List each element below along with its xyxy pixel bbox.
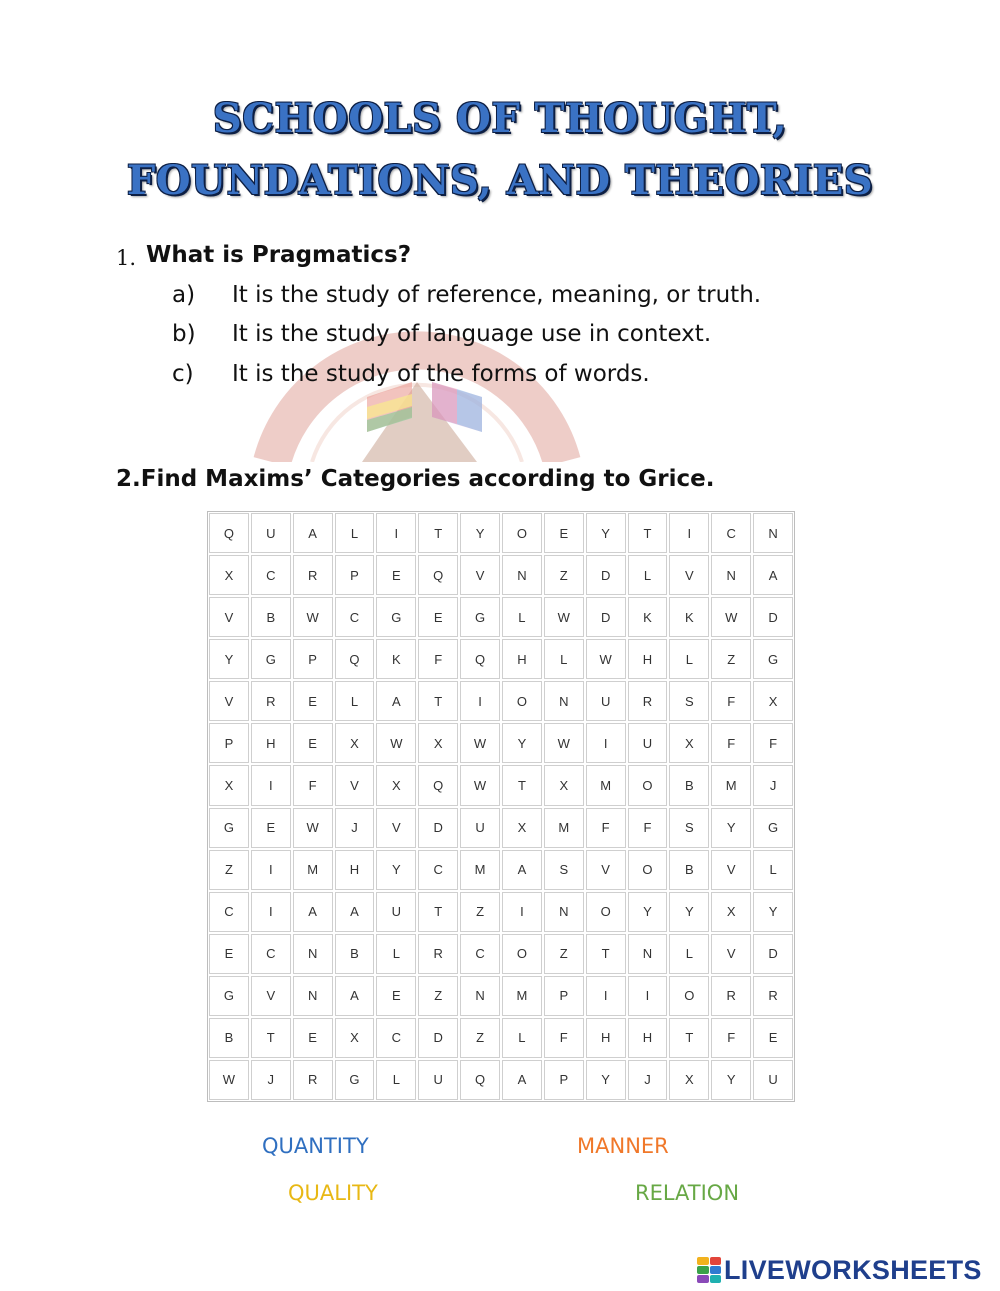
grid-cell[interactable]: E [293,681,333,721]
grid-cell[interactable]: O [502,513,542,553]
grid-cell[interactable]: F [418,639,458,679]
grid-cell[interactable]: R [251,681,291,721]
word-quality: QUALITY [288,1181,378,1205]
option-letter: b) [172,321,196,347]
grid-cell[interactable]: V [251,976,291,1016]
grid-cell[interactable]: E [544,513,584,553]
grid-cell[interactable]: W [544,597,584,637]
grid-cell[interactable]: Y [669,892,709,932]
grid-cell[interactable]: I [251,892,291,932]
grid-cell[interactable]: V [209,597,249,637]
grid-cell[interactable]: T [418,892,458,932]
grid-cell[interactable]: S [669,681,709,721]
grid-cell[interactable]: X [209,555,249,595]
grid-cell[interactable]: R [293,555,333,595]
grid-cell[interactable]: D [586,597,626,637]
grid-cell[interactable]: Z [544,934,584,974]
grid-cell[interactable]: X [418,723,458,763]
grid-cell[interactable]: O [669,976,709,1016]
grid-cell[interactable]: L [502,597,542,637]
grid-cell[interactable]: Q [335,639,375,679]
grid-cell[interactable]: K [628,597,668,637]
grid-cell[interactable]: W [209,1060,249,1100]
grid-cell[interactable]: B [669,765,709,805]
grid-cell[interactable]: W [711,597,751,637]
grid-cell[interactable]: H [502,639,542,679]
grid-cell[interactable]: T [418,513,458,553]
grid-cell[interactable]: G [376,597,416,637]
grid-cell[interactable]: V [711,850,751,890]
grid-cell[interactable]: V [376,808,416,848]
grid-cell[interactable]: L [502,1018,542,1058]
grid-cell[interactable]: D [586,555,626,595]
grid-cell[interactable]: T [586,934,626,974]
grid-cell[interactable]: N [293,934,333,974]
grid-cell[interactable]: F [711,1018,751,1058]
grid-cell[interactable]: S [669,808,709,848]
grid-cell[interactable]: N [293,976,333,1016]
grid-cell[interactable]: Y [586,513,626,553]
title-line-1: SCHOOLS OF THOUGHT, [212,95,788,142]
grid-cell[interactable]: G [753,639,793,679]
grid-cell[interactable]: J [628,1060,668,1100]
grid-cell[interactable]: Y [209,639,249,679]
grid-cell[interactable]: F [711,723,751,763]
grid-cell[interactable]: Z [209,850,249,890]
grid-cell[interactable]: O [502,681,542,721]
option-b[interactable] [172,321,711,347]
grid-cell[interactable]: H [335,850,375,890]
grid-cell[interactable]: O [628,850,668,890]
grid-cell[interactable]: V [669,555,709,595]
grid-cell[interactable]: V [586,850,626,890]
grid-cell[interactable]: Y [628,892,668,932]
grid-cell[interactable]: I [376,513,416,553]
grid-cell[interactable]: P [544,976,584,1016]
grid-cell[interactable]: I [628,976,668,1016]
grid-cell[interactable]: W [460,723,500,763]
grid-cell[interactable]: L [669,934,709,974]
grid-cell[interactable]: O [628,765,668,805]
grid-cell[interactable]: J [251,1060,291,1100]
grid-cell[interactable]: E [753,1018,793,1058]
grid-cell[interactable]: Z [460,892,500,932]
grid-cell[interactable]: Y [753,892,793,932]
grid-cell[interactable]: B [335,934,375,974]
grid-cell[interactable]: I [502,892,542,932]
grid-cell[interactable]: J [335,808,375,848]
grid-cell[interactable]: E [209,934,249,974]
grid-cell[interactable]: C [335,597,375,637]
grid-cell[interactable]: C [251,934,291,974]
grid-cell[interactable]: X [544,765,584,805]
grid-cell[interactable]: Y [711,808,751,848]
grid-cell[interactable]: B [209,1018,249,1058]
option-text: It is the study of language use in context. [232,321,712,347]
grid-cell[interactable]: K [669,597,709,637]
grid-cell[interactable]: N [711,555,751,595]
grid-cell[interactable]: W [293,808,333,848]
grid-cell[interactable]: N [544,681,584,721]
grid-cell[interactable]: C [209,892,249,932]
grid-cell[interactable]: M [502,976,542,1016]
grid-cell[interactable]: M [711,765,751,805]
grid-cell[interactable]: L [376,1060,416,1100]
grid-cell[interactable]: P [335,555,375,595]
grid-cell[interactable]: R [418,934,458,974]
grid-cell[interactable]: X [669,1060,709,1100]
grid-cell[interactable]: C [460,934,500,974]
grid-cell[interactable]: A [293,892,333,932]
grid-cell[interactable]: B [251,597,291,637]
grid-cell[interactable]: J [753,765,793,805]
grid-cell[interactable]: N [544,892,584,932]
grid-cell[interactable]: D [753,934,793,974]
grid-cell[interactable]: G [335,1060,375,1100]
grid-cell[interactable]: X [753,681,793,721]
grid-cell[interactable]: U [251,513,291,553]
grid-cell[interactable]: X [669,723,709,763]
word-search-grid[interactable] [207,511,795,1102]
option-text: It is the study of reference, meaning, or truth. [232,282,762,308]
worksheet-title [0,88,1000,212]
grid-cell[interactable]: V [460,555,500,595]
grid-cell[interactable]: R [628,681,668,721]
grid-cell[interactable]: X [209,765,249,805]
grid-cell[interactable]: E [293,1018,333,1058]
grid-cell[interactable]: O [502,934,542,974]
grid-cell[interactable]: N [628,934,668,974]
grid-cell[interactable]: Z [711,639,751,679]
grid-cell[interactable]: Q [209,513,249,553]
grid-cell[interactable]: Q [460,1060,500,1100]
grid-cell[interactable]: G [209,808,249,848]
grid-cell[interactable]: M [544,808,584,848]
grid-cell[interactable]: D [418,808,458,848]
grid-cell[interactable]: V [209,681,249,721]
grid-cell[interactable]: A [335,892,375,932]
question-1-text: What is Pragmatics? [146,242,412,268]
grid-cell[interactable]: C [418,850,458,890]
grid-cell[interactable]: T [418,681,458,721]
grid-cell[interactable]: W [376,723,416,763]
grid-cell[interactable]: Y [711,1060,751,1100]
grid-cell[interactable]: F [544,1018,584,1058]
grid-cell[interactable]: P [209,723,249,763]
grid-cell[interactable]: V [335,765,375,805]
grid-cell[interactable]: Q [460,639,500,679]
grid-cell[interactable]: X [376,765,416,805]
grid-cell[interactable]: I [669,513,709,553]
grid-cell[interactable]: Q [418,765,458,805]
grid-cell[interactable]: L [753,850,793,890]
grid-cell[interactable]: R [753,976,793,1016]
logo-blocks-icon [697,1257,721,1283]
grid-cell[interactable]: N [502,555,542,595]
grid-cell[interactable]: I [586,976,626,1016]
grid-cell[interactable]: H [628,639,668,679]
grid-cell[interactable]: U [628,723,668,763]
grid-cell[interactable]: U [418,1060,458,1100]
grid-cell[interactable]: G [209,976,249,1016]
grid-cell[interactable]: N [460,976,500,1016]
grid-cell[interactable]: U [376,892,416,932]
grid-cell[interactable]: L [335,513,375,553]
grid-cell[interactable]: X [502,808,542,848]
grid-cell[interactable]: H [251,723,291,763]
option-c[interactable] [172,361,650,387]
grid-cell[interactable]: G [753,808,793,848]
grid-cell[interactable]: H [586,1018,626,1058]
grid-cell[interactable]: Y [376,850,416,890]
grid-cell[interactable]: T [628,513,668,553]
grid-cell[interactable]: D [418,1018,458,1058]
word-manner: MANNER [577,1134,669,1158]
grid-cell[interactable]: W [586,639,626,679]
grid-cell[interactable]: L [628,555,668,595]
grid-cell[interactable]: G [460,597,500,637]
grid-cell[interactable]: W [293,597,333,637]
grid-cell[interactable]: S [544,850,584,890]
grid-cell[interactable]: T [251,1018,291,1058]
grid-cell[interactable]: E [376,555,416,595]
grid-cell[interactable]: P [293,639,333,679]
grid-cell[interactable]: C [711,513,751,553]
grid-cell[interactable]: A [502,850,542,890]
grid-cell[interactable]: C [376,1018,416,1058]
grid-cell[interactable]: X [335,1018,375,1058]
grid-cell[interactable]: Q [418,555,458,595]
grid-cell[interactable]: R [711,976,751,1016]
grid-cell[interactable]: L [544,639,584,679]
grid-cell[interactable]: H [628,1018,668,1058]
grid-cell[interactable]: E [418,597,458,637]
grid-cell[interactable]: A [502,1060,542,1100]
grid-cell[interactable]: U [753,1060,793,1100]
grid-cell[interactable]: K [376,639,416,679]
grid-cell[interactable]: E [293,723,333,763]
grid-cell[interactable]: U [586,681,626,721]
grid-cell[interactable]: E [251,808,291,848]
grid-cell[interactable]: Z [544,555,584,595]
grid-cell[interactable]: Z [460,1018,500,1058]
grid-cell[interactable]: O [586,892,626,932]
grid-cell[interactable]: Y [460,513,500,553]
grid-cell[interactable]: V [711,934,751,974]
grid-cell[interactable]: R [293,1060,333,1100]
grid-cell[interactable]: P [544,1060,584,1100]
grid-cell[interactable]: T [669,1018,709,1058]
grid-cell[interactable]: L [669,639,709,679]
grid-cell[interactable]: I [460,681,500,721]
grid-cell[interactable]: D [753,597,793,637]
grid-cell[interactable]: L [335,681,375,721]
grid-cell[interactable]: T [502,765,542,805]
grid-cell[interactable]: F [753,723,793,763]
grid-cell[interactable]: F [293,765,333,805]
grid-cell[interactable]: A [376,681,416,721]
grid-cell[interactable]: N [753,513,793,553]
grid-cell[interactable]: X [335,723,375,763]
grid-cell[interactable]: C [251,555,291,595]
grid-cell[interactable]: G [251,639,291,679]
grid-cell[interactable]: F [628,808,668,848]
grid-cell[interactable]: B [669,850,709,890]
grid-cell[interactable]: F [711,681,751,721]
option-letter: a) [172,282,196,308]
title-line-2: FOUNDATIONS, AND THEORIES [126,157,874,204]
option-text: It is the study of the forms of words. [232,361,650,387]
grid-cell[interactable]: L [376,934,416,974]
grid-cell[interactable]: I [251,765,291,805]
question-1-number: 1. [116,246,137,270]
grid-cell[interactable]: M [293,850,333,890]
grid-cell[interactable]: E [376,976,416,1016]
question-2-text: 2.Find Maxims’ Categories according to Grice. [116,466,715,492]
grid-cell[interactable]: Y [502,723,542,763]
grid-cell[interactable]: U [460,808,500,848]
grid-cell[interactable]: W [544,723,584,763]
grid-cell[interactable]: A [335,976,375,1016]
grid-cell[interactable]: M [460,850,500,890]
grid-cell[interactable]: Z [418,976,458,1016]
word-quantity: QUANTITY [262,1134,369,1158]
grid-cell[interactable]: F [586,808,626,848]
word-relation: RELATION [635,1181,740,1205]
option-letter: c) [172,361,194,387]
brand-name: LIVEWORKSHEETS [724,1254,982,1285]
liveworksheets-logo [697,1253,982,1287]
grid-cell[interactable]: A [753,555,793,595]
grid-cell[interactable]: Y [586,1060,626,1100]
grid-cell[interactable]: X [711,892,751,932]
grid-cell[interactable]: M [586,765,626,805]
grid-cell[interactable]: I [251,850,291,890]
option-a[interactable] [172,282,761,308]
grid-cell[interactable]: W [460,765,500,805]
grid-cell[interactable]: A [293,513,333,553]
grid-cell[interactable]: I [586,723,626,763]
